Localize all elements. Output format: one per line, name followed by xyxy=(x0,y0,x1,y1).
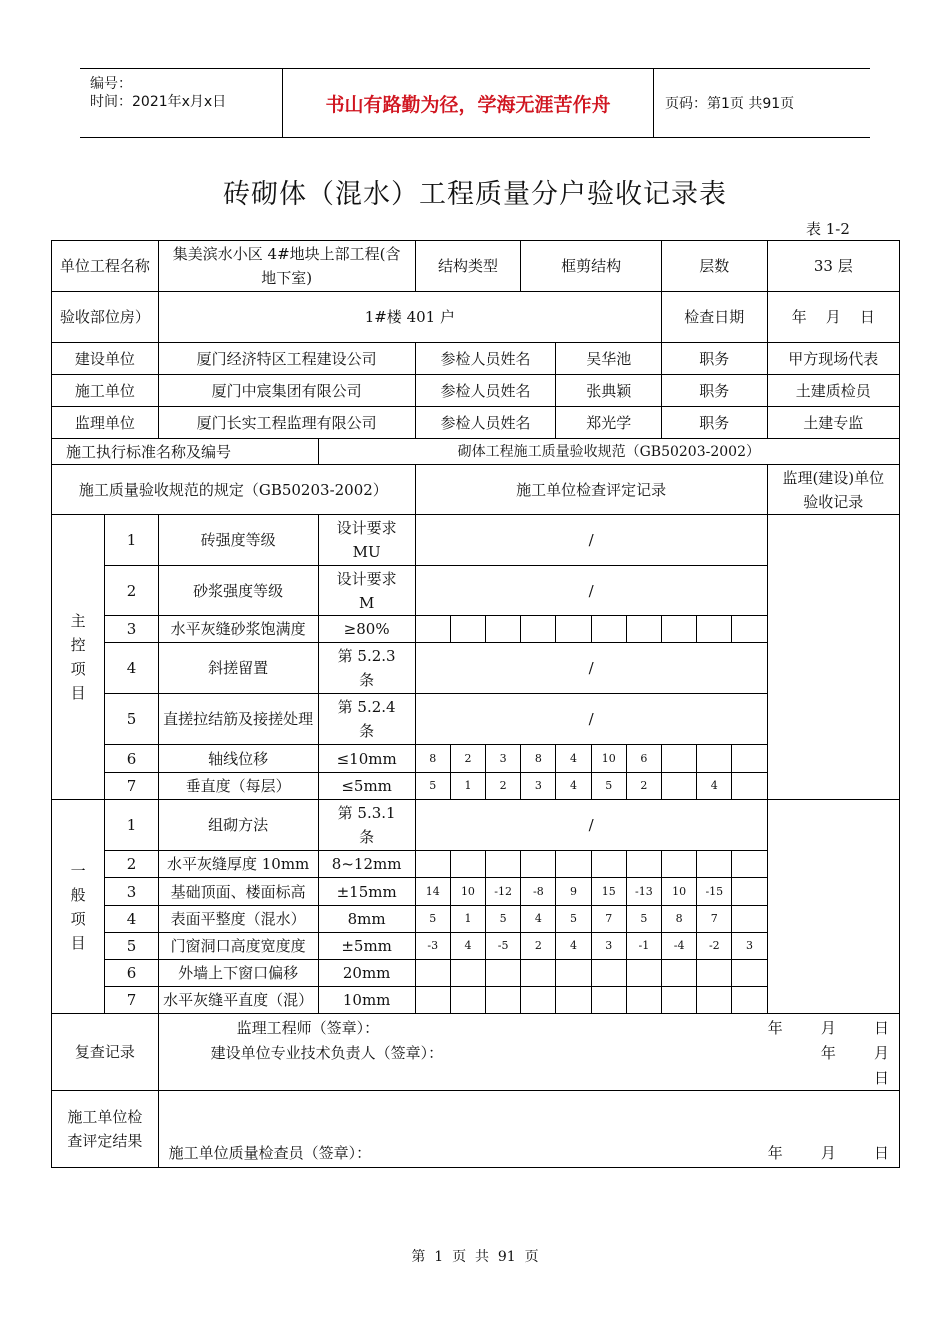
item-record: / xyxy=(415,566,767,616)
item-no: 3 xyxy=(105,878,158,906)
value-cell xyxy=(591,960,626,987)
constructor-duty-label: 职务 xyxy=(662,375,768,407)
value-cell: 8 xyxy=(521,745,556,773)
value-cell xyxy=(697,960,732,987)
review-signatures xyxy=(158,1014,899,1091)
item-requirement: ≥80% xyxy=(318,616,415,643)
value-cell xyxy=(415,960,450,987)
value-cell: -8 xyxy=(521,878,556,906)
item-name: 直搓拉结筋及接搓处理 xyxy=(158,694,318,745)
value-cell xyxy=(415,851,450,878)
value-cell: 5 xyxy=(556,906,591,933)
value-cell: 8 xyxy=(662,906,697,933)
item-requirement: 第 5.3.1 条 xyxy=(318,800,415,851)
value-cell xyxy=(486,987,521,1014)
value-cell: 7 xyxy=(591,906,626,933)
row-review xyxy=(52,1014,900,1091)
value-cell xyxy=(626,960,661,987)
review-line1-date: 年 月 日 xyxy=(767,1019,889,1037)
builder-duty: 甲方现场代表 xyxy=(767,343,899,375)
page-label: 页码：第1页 共91页 xyxy=(665,96,795,112)
record-header: 施工单位检查评定记录 xyxy=(415,465,767,515)
value-cell xyxy=(521,851,556,878)
row-column-headers xyxy=(52,465,900,515)
page-footer: 第 1 页 共 91 页 xyxy=(411,1249,539,1265)
builder-value: 厦门经济特区工程建设公司 xyxy=(158,343,415,375)
row-conclusion xyxy=(52,1091,900,1168)
value-cell: -4 xyxy=(662,933,697,960)
item-name: 水平灰缝厚度 10mm xyxy=(158,851,318,878)
value-cell: 9 xyxy=(556,878,591,906)
number-label: 编号： xyxy=(90,76,132,92)
value-cell: 4 xyxy=(521,906,556,933)
constructor-person-label: 参检人员姓名 xyxy=(415,375,556,407)
value-cell xyxy=(415,987,450,1014)
review-line2: 建设单位专业技术负责人（签章）： xyxy=(210,1044,444,1062)
value-cell xyxy=(521,960,556,987)
project-value: 集美滨水小区 4#地块上部工程(含地下室) xyxy=(158,241,415,292)
value-cell: 2 xyxy=(521,933,556,960)
item-requirement: ±5mm xyxy=(318,933,415,960)
value-cell: 4 xyxy=(450,933,485,960)
builder-duty-label: 职务 xyxy=(662,343,768,375)
value-cell xyxy=(556,616,591,643)
item-no: 4 xyxy=(105,643,158,694)
floors-value: 33 层 xyxy=(767,241,899,292)
value-cell: 5 xyxy=(415,906,450,933)
value-cell: 7 xyxy=(697,906,732,933)
value-cell: 3 xyxy=(591,933,626,960)
constructor-duty: 土建质检员 xyxy=(767,375,899,407)
item-no: 2 xyxy=(105,566,158,616)
value-cell xyxy=(697,987,732,1014)
supervisor-person: 郑光学 xyxy=(556,407,662,439)
value-cell xyxy=(732,960,767,987)
date-value: 年 月 日 xyxy=(767,292,899,343)
value-cell: 2 xyxy=(626,773,661,800)
value-cell: 2 xyxy=(486,773,521,800)
row-builder xyxy=(52,343,900,375)
value-cell xyxy=(450,851,485,878)
item-no: 7 xyxy=(105,773,158,800)
supervisor-label: 监理单位 xyxy=(52,407,159,439)
project-label: 单位工程名称 xyxy=(52,241,159,292)
value-cell: -2 xyxy=(697,933,732,960)
item-no: 6 xyxy=(105,745,158,773)
conclusion-date: 年 月 日 xyxy=(767,1144,889,1162)
value-cell xyxy=(697,616,732,643)
structure-value: 框剪结构 xyxy=(521,241,662,292)
value-cell: -12 xyxy=(486,878,521,906)
value-cell: 3 xyxy=(732,933,767,960)
row-standard xyxy=(52,439,900,465)
item-requirement: 第 5.2.3 条 xyxy=(318,643,415,694)
value-cell xyxy=(732,851,767,878)
value-cell: 15 xyxy=(591,878,626,906)
value-cell: 2 xyxy=(450,745,485,773)
value-cell xyxy=(556,851,591,878)
item-name: 斜搓留置 xyxy=(158,643,318,694)
value-cell xyxy=(732,616,767,643)
value-cell xyxy=(486,960,521,987)
value-cell: -3 xyxy=(415,933,450,960)
header-meta xyxy=(80,69,282,137)
value-cell: 8 xyxy=(415,745,450,773)
value-cell: 1 xyxy=(450,906,485,933)
value-cell xyxy=(732,745,767,773)
value-cell xyxy=(556,987,591,1014)
item-name: 垂直度（每层） xyxy=(158,773,318,800)
value-cell xyxy=(626,851,661,878)
item-no: 5 xyxy=(105,694,158,745)
item-no: 2 xyxy=(105,851,158,878)
item-record: / xyxy=(415,694,767,745)
floors-label: 层数 xyxy=(662,241,768,292)
supervisor-person-label: 参检人员姓名 xyxy=(415,407,556,439)
item-requirement: 第 5.2.4 条 xyxy=(318,694,415,745)
supervisor-value: 厦门长实工程监理有限公司 xyxy=(158,407,415,439)
row-supervisor xyxy=(52,407,900,439)
page-title: 砖砌体（混水）工程质量分户验收记录表 xyxy=(223,179,727,210)
value-cell: 14 xyxy=(415,878,450,906)
value-cell xyxy=(662,960,697,987)
conclusion-signatures xyxy=(158,1091,899,1168)
conclusion-label: 施工单位检查评定结果 xyxy=(52,1091,159,1168)
value-cell xyxy=(556,960,591,987)
item-requirement: 设计要求 MU xyxy=(318,515,415,566)
value-cell: -15 xyxy=(697,878,732,906)
table-number: 表 1-2 xyxy=(806,220,850,238)
item-record: / xyxy=(415,515,767,566)
item-no: 4 xyxy=(105,906,158,933)
item-no: 1 xyxy=(105,800,158,851)
item-record: / xyxy=(415,800,767,851)
value-cell: 10 xyxy=(591,745,626,773)
item-name: 门窗洞口高度宽度度 xyxy=(158,933,318,960)
value-cell xyxy=(626,987,661,1014)
supervisor-duty-label: 职务 xyxy=(662,407,768,439)
item-name: 组砌方法 xyxy=(158,800,318,851)
value-cell: 3 xyxy=(486,745,521,773)
value-cell: 3 xyxy=(521,773,556,800)
value-cell: -5 xyxy=(486,933,521,960)
constructor-label: 施工单位 xyxy=(52,375,159,407)
value-cell: 5 xyxy=(486,906,521,933)
item-no: 1 xyxy=(105,515,158,566)
value-cell: 4 xyxy=(556,745,591,773)
builder-person: 吴华池 xyxy=(556,343,662,375)
spec-header: 施工质量验收规范的规定（GB50203-2002） xyxy=(52,465,416,515)
value-cell xyxy=(591,616,626,643)
value-cell xyxy=(626,616,661,643)
value-cell: -13 xyxy=(626,878,661,906)
builder-label: 建设单位 xyxy=(52,343,159,375)
value-cell xyxy=(486,616,521,643)
item-name: 基础顶面、楼面标高 xyxy=(158,878,318,906)
review-line1: 监理工程师（签章）： xyxy=(236,1019,380,1037)
review-label: 复查记录 xyxy=(52,1014,159,1091)
row-constructor xyxy=(52,375,900,407)
value-cell: 4 xyxy=(556,933,591,960)
page-header xyxy=(80,68,870,138)
value-cell xyxy=(591,987,626,1014)
item-name: 外墙上下窗口偏移 xyxy=(158,960,318,987)
value-cell: 4 xyxy=(556,773,591,800)
item-requirement: ±15mm xyxy=(318,878,415,906)
time-label: 时间：2021年x月x日 xyxy=(90,94,227,110)
supervisor-header: 监理(建设)单位验收记录 xyxy=(767,465,899,515)
item-requirement: 8mm xyxy=(318,906,415,933)
item-no: 5 xyxy=(105,933,158,960)
value-cell: 6 xyxy=(626,745,661,773)
part-value: 1#楼 401 户 xyxy=(158,292,661,343)
part-label: 验收部位房） xyxy=(52,292,159,343)
review-line2-day: 日 xyxy=(873,1069,889,1087)
constructor-value: 厦门中宸集团有限公司 xyxy=(158,375,415,407)
main-group-label: 主控项目 xyxy=(52,515,105,800)
value-cell xyxy=(415,616,450,643)
item-name: 水平灰缝平直度（混） xyxy=(158,987,318,1014)
value-cell xyxy=(521,616,556,643)
item-requirement: 8~12mm xyxy=(318,851,415,878)
value-cell xyxy=(450,616,485,643)
value-cell xyxy=(732,987,767,1014)
general-supervisor-record xyxy=(767,800,899,1014)
main-supervisor-record xyxy=(767,515,899,800)
item-name: 砖强度等级 xyxy=(158,515,318,566)
value-cell: 5 xyxy=(415,773,450,800)
acceptance-table xyxy=(51,240,900,1168)
value-cell xyxy=(662,987,697,1014)
item-requirement: 设计要求 M xyxy=(318,566,415,616)
value-cell: 10 xyxy=(450,878,485,906)
standard-value: 砌体工程施工质量验收规范（GB50203-2002） xyxy=(318,439,899,465)
motto: 书山有路勤为径，学海无涯苦作舟 xyxy=(282,69,654,137)
row-part xyxy=(52,292,900,343)
table-row xyxy=(52,800,900,851)
item-requirement: 20mm xyxy=(318,960,415,987)
conclusion-line: 施工单位质量检查员（签章）： xyxy=(168,1144,372,1162)
constructor-person: 张典颖 xyxy=(556,375,662,407)
value-cell xyxy=(450,960,485,987)
value-cell xyxy=(732,878,767,906)
value-cell xyxy=(732,906,767,933)
builder-person-label: 参检人员姓名 xyxy=(415,343,556,375)
value-cell: 10 xyxy=(662,878,697,906)
value-cell xyxy=(591,851,626,878)
value-cell xyxy=(662,616,697,643)
value-cell xyxy=(521,987,556,1014)
value-cell xyxy=(697,745,732,773)
value-cell xyxy=(662,773,697,800)
value-cell: 5 xyxy=(626,906,661,933)
value-cell: 1 xyxy=(450,773,485,800)
item-no: 7 xyxy=(105,987,158,1014)
review-line2-date: 年 月 xyxy=(820,1044,889,1062)
value-cell: 4 xyxy=(697,773,732,800)
value-cell xyxy=(732,773,767,800)
item-requirement: ≤10mm xyxy=(318,745,415,773)
item-name: 水平灰缝砂浆饱满度 xyxy=(158,616,318,643)
date-label: 检查日期 xyxy=(662,292,768,343)
item-no: 6 xyxy=(105,960,158,987)
item-name: 砂浆强度等级 xyxy=(158,566,318,616)
item-name: 轴线位移 xyxy=(158,745,318,773)
value-cell xyxy=(450,987,485,1014)
row-project xyxy=(52,241,900,292)
item-no: 3 xyxy=(105,616,158,643)
table-row xyxy=(52,515,900,566)
supervisor-duty: 土建专监 xyxy=(767,407,899,439)
value-cell xyxy=(662,851,697,878)
value-cell: 5 xyxy=(591,773,626,800)
item-requirement: 10mm xyxy=(318,987,415,1014)
value-cell xyxy=(662,745,697,773)
item-name: 表面平整度（混水） xyxy=(158,906,318,933)
value-cell: -1 xyxy=(626,933,661,960)
general-group-label: 一般项目 xyxy=(52,800,105,1014)
standard-label: 施工执行标准名称及编号 xyxy=(52,439,319,465)
value-cell xyxy=(486,851,521,878)
structure-label: 结构类型 xyxy=(415,241,521,292)
item-record: / xyxy=(415,643,767,694)
item-requirement: ≤5mm xyxy=(318,773,415,800)
value-cell xyxy=(697,851,732,878)
